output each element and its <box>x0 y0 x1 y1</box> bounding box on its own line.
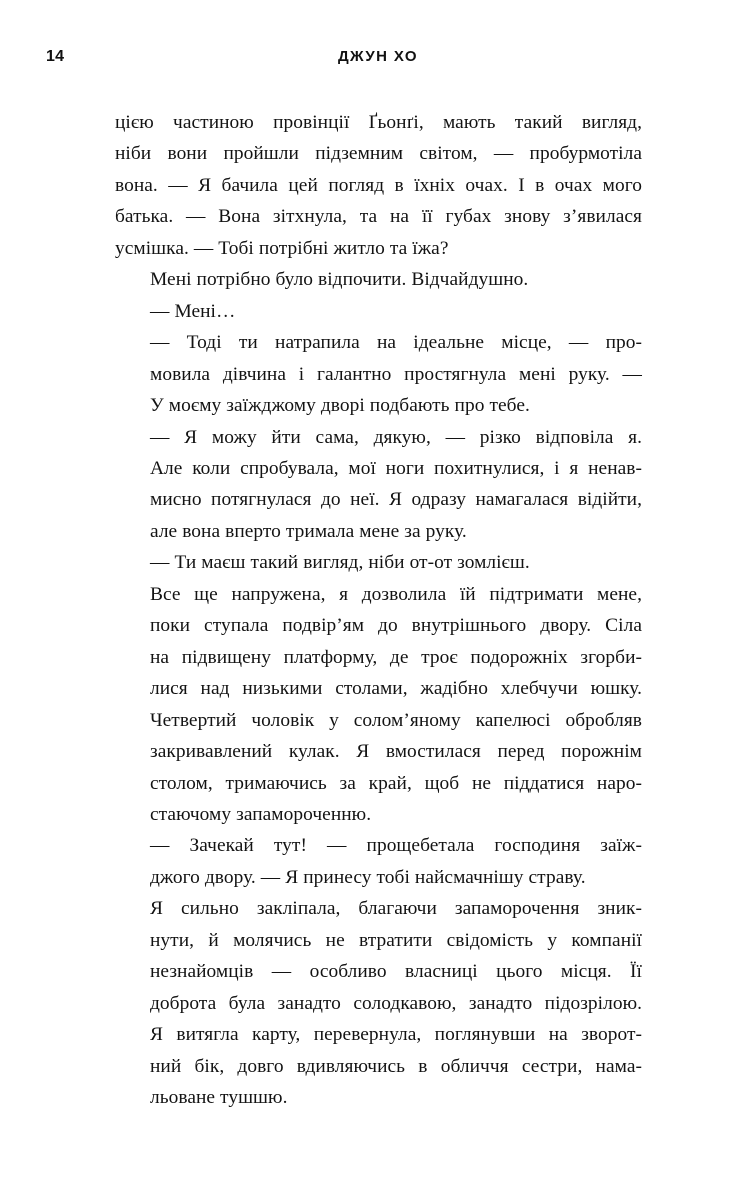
text-line: У моєму заїжджому дворі подбають про тебе. <box>150 395 530 417</box>
text-line: Я витягла карту, перевернула, поглянувши на зворот- <box>150 1024 642 1046</box>
running-header <box>0 44 756 70</box>
text-line: джого двору. — Я принесу тобі найсмачнішу страву. <box>150 866 586 888</box>
body-text-block <box>115 107 642 1114</box>
text-line: поки ступала подвір’ям до внутрішнього двору. Сіла <box>150 615 642 637</box>
paragraph <box>115 107 642 264</box>
text-line: Все ще напружена, я дозволила їй підтримати мене, <box>150 583 642 605</box>
page-number: 14 <box>46 48 65 65</box>
paragraph <box>115 327 642 421</box>
paragraph <box>115 830 642 893</box>
text-line: Але коли спробувала, мої ноги похитнулися, і я ненав- <box>150 457 642 479</box>
text-line: — Ти маєш такий вигляд, ніби от-от зомлієш. <box>150 552 530 574</box>
text-line: цією частиною провінції Ґьонґі, мають такий вигляд, <box>115 112 642 133</box>
text-line: Мені потрібно було відпочити. Відчайдушно. <box>150 269 529 291</box>
text-line: ний бік, довго вдивляючись в обличчя сестри, нама- <box>150 1055 642 1077</box>
text-line: закривавлений кулак. Я вмостилася перед порожнім <box>150 741 642 763</box>
text-line: — Зачекай тут! — прощебетала господиня заїж- <box>150 835 642 857</box>
text-line: Четвертий чоловік у солом’яному капелюсі обробляв <box>150 709 642 731</box>
text-line: мовила дівчина і галантно простягнула мені руку. — <box>150 363 642 385</box>
paragraph <box>115 579 642 831</box>
text-line: але вона вперто тримала мене за руку. <box>150 520 467 542</box>
text-line: ніби вони пройшли підземним світом, — пробурмотіла <box>115 143 642 165</box>
text-line: Я сильно закліпала, благаючи запаморочення зник- <box>150 898 642 920</box>
text-line: мисно потягнулася до неї. Я одразу намагалася відійти, <box>150 489 642 511</box>
paragraph <box>115 264 642 295</box>
text-line: стаючому запамороченню. <box>150 803 372 825</box>
running-head-title: ДЖУН ХО <box>337 48 419 65</box>
paragraph <box>115 422 642 548</box>
text-line: — Тоді ти натрапила на ідеальне місце, — про- <box>150 332 642 354</box>
text-line: лися над низькими столами, жадібно хлебчучи юшку. <box>150 678 642 700</box>
paragraph <box>115 893 642 1113</box>
text-line: на підвищену платформу, де троє подорожніх згорби- <box>150 646 642 668</box>
text-line: батька. — Вона зітхнула, та на її губах знову з’явилася <box>115 206 642 228</box>
paragraph <box>115 296 642 327</box>
text-line: льоване тушшю. <box>150 1087 288 1109</box>
text-line: доброта була занадто солодкавою, занадто підозрілою. <box>150 992 642 1014</box>
text-line: — Мені… <box>150 300 236 322</box>
text-line: столом, тримаючись за край, щоб не піддатися наро- <box>150 772 642 794</box>
text-line: нути, й молячись не втратити свідомість у компанії <box>150 929 642 951</box>
text-line: — Я можу йти сама, дякую, — різко відповіла я. <box>150 426 642 448</box>
text-line: усмішка. — Тобі потрібні житло та їжа? <box>115 237 449 259</box>
text-line: незнайомців — особливо власниці цього місця. Її <box>150 961 642 983</box>
text-line: вона. — Я бачила цей погляд в їхніх очах. І в очах мого <box>115 174 642 196</box>
paragraph <box>115 547 642 578</box>
